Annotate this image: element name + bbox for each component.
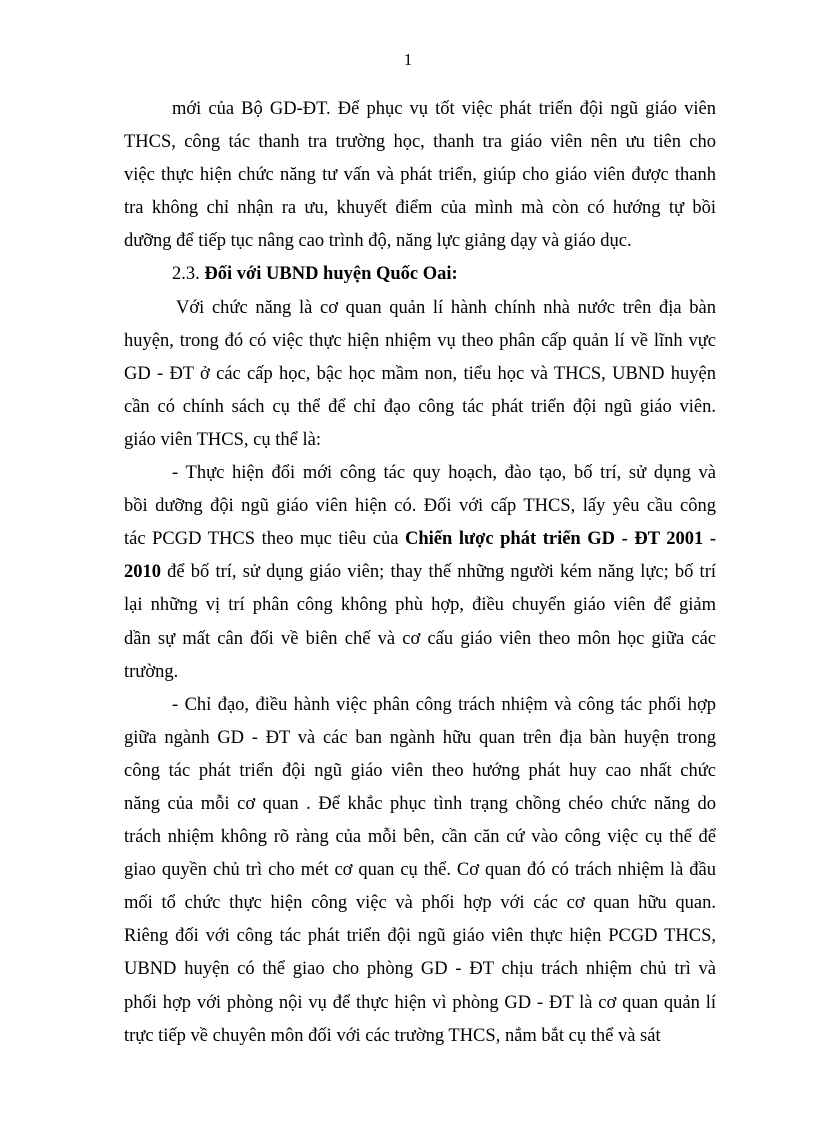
text-line: phối hợp với phòng nội vụ để thực hiện vì phòng GD - ĐT là cơ quan quản lí	[124, 992, 716, 1013]
text-line: việc thực hiện chức năng tư vấn và phát triển, giúp cho giáo viên được thanh	[124, 165, 716, 186]
bold-strategy-year: 2010	[124, 562, 161, 583]
text-run: tác PCGD THCS theo mục tiêu của	[124, 529, 405, 550]
text-line: giáo viên THCS, cụ thể là:	[124, 429, 321, 450]
text-line: công tác phát triển đội ngũ giáo viên theo hướng phát huy cao nhất chức	[124, 760, 716, 781]
text-line: trực tiếp về chuyên môn đối với các trường THCS, nắm bắt cụ thể và sát	[124, 1025, 661, 1046]
text-line: GD - ĐT ở các cấp học, bậc học mầm non, tiểu học và THCS, UBND huyện	[124, 363, 716, 384]
text-line: lại những vị trí phân công không phù hợp, điều chuyển giáo viên để giảm	[124, 595, 716, 616]
text-line: - Thực hiện đổi mới công tác quy hoạch, đào tạo, bố trí, sử dụng và	[172, 463, 716, 484]
text-line: huyện, trong đó có việc thực hiện nhiệm vụ theo phân cấp quản lí về lĩnh vực	[124, 330, 716, 351]
section-number: 2.3.	[172, 264, 200, 285]
text-line: - Chỉ đạo, điều hành việc phân công trách nhiệm và công tác phối hợp	[172, 694, 716, 715]
text-line: năng của mỗi cơ quan . Để khắc phục tình trạng chồng chéo chức năng do	[124, 793, 716, 814]
page-number: 1	[403, 50, 413, 69]
text-line: giao quyền chủ trì cho mét cơ quan cụ thể. Cơ quan đó có trách nhiệm là đầu	[124, 860, 716, 881]
text-line: trách nhiệm không rõ ràng của mỗi bên, cần căn cứ vào công việc cụ thể để	[124, 827, 716, 848]
text-line: mới của Bộ GD-ĐT. Để phục vụ tốt việc phát triển đội ngũ giáo viên	[172, 99, 716, 119]
text-line: mối tổ chức thực hiện công việc và phối hợp với các cơ quan hữu quan.	[124, 893, 716, 914]
text-line-mixed	[124, 523, 716, 556]
section-heading	[124, 258, 716, 291]
text-line: trường.	[124, 661, 179, 682]
text-line: tra không chỉ nhận ra ưu, khuyết điểm của mình mà còn có hướng tự bồi	[124, 198, 716, 219]
text-line: dần sự mất cân đối về biên chế và cơ cấu giáo viên theo môn học giữa các	[124, 628, 716, 649]
text-line: giữa ngành GD - ĐT và các ban ngành hữu quan trên địa bàn huyện trong	[124, 727, 716, 748]
text-line: UBND huyện có thể giao cho phòng GD - ĐT chịu trách nhiệm chủ trì và	[124, 959, 716, 980]
section-title: Đối với UBND huyện Quốc Oai:	[204, 264, 458, 285]
text-line: cần có chính sách cụ thể để chỉ đạo công tác phát triển đội ngũ giáo viên.	[124, 396, 716, 417]
text-line: dưỡng để tiếp tục nâng cao trình độ, năng lực giảng dạy và giáo dục.	[124, 231, 632, 252]
text-run: để bố trí, sử dụng giáo viên; thay thế những người kém năng lực; bố trí	[161, 562, 716, 583]
text-line: Riêng đối với công tác phát triển đội ngũ giáo viên thực hiện PCGD THCS,	[124, 926, 716, 947]
text-line: bồi dưỡng đội ngũ giáo viên hiện có. Đối với cấp THCS, lấy yêu cầu công	[124, 496, 716, 517]
document-body	[124, 93, 716, 1053]
text-line: THCS, công tác thanh tra trường học, thanh tra giáo viên nên ưu tiên cho	[124, 132, 716, 153]
text-line-mixed	[124, 556, 716, 589]
bold-strategy-title: Chiến lược phát triển GD - ĐT 2001 -	[405, 529, 717, 550]
text-line: Với chức năng là cơ quan quản lí hành chính nhà nước trên địa bàn	[176, 297, 716, 318]
